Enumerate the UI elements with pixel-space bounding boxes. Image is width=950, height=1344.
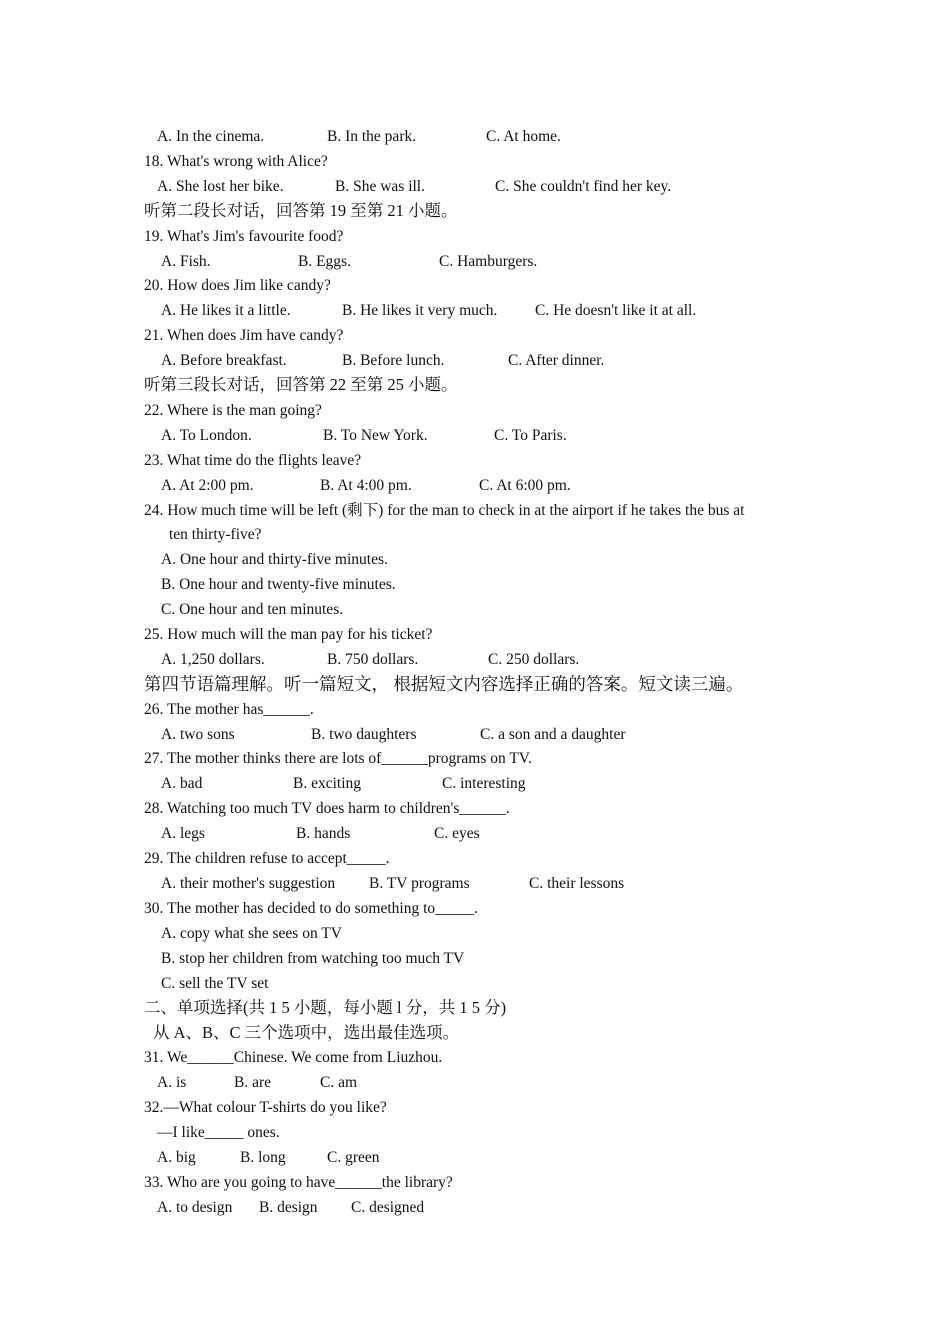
- q32-question-line1: 32.—What colour T-shirts do you like?: [144, 1099, 387, 1116]
- q24-option-c: C. One hour and ten minutes.: [161, 601, 344, 618]
- q20-option-b: B. He likes it very much.: [342, 302, 498, 319]
- q32-option-c: C. green: [327, 1149, 380, 1166]
- q30-option-b: B. stop her children from watching too much TV: [161, 950, 465, 967]
- q24-option-b: B. One hour and twenty-five minutes.: [161, 576, 396, 593]
- q28-option-c: C. eyes: [434, 825, 480, 842]
- q18-question: 18. What's wrong with Alice?: [144, 153, 328, 170]
- q27-option-c: C. interesting: [442, 775, 526, 792]
- q23-question: 23. What time do the flights leave?: [144, 452, 362, 469]
- q20-option-a: A. He likes it a little.: [161, 302, 291, 319]
- q25-option-c: C. 250 dollars.: [488, 651, 580, 668]
- q30-option-a: A. copy what she sees on TV: [161, 925, 342, 942]
- q19-option-a: A. Fish.: [161, 253, 211, 270]
- q21-question: 21. When does Jim have candy?: [144, 327, 344, 344]
- q18-option-c: C. She couldn't find her key.: [495, 178, 672, 195]
- q26-option-a: A. two sons: [161, 726, 235, 743]
- q23-option-a: A. At 2:00 pm.: [161, 477, 254, 494]
- q17-option-b: B. In the park.: [327, 128, 417, 145]
- q24-option-a: A. One hour and thirty-five minutes.: [161, 551, 388, 568]
- q29-option-a: A. their mother's suggestion: [161, 875, 336, 892]
- q29-option-c: C. their lessons: [529, 875, 625, 892]
- q28-option-a: A. legs: [161, 825, 205, 842]
- section-3-heading: 听第三段长对话，回答第 22 至第 25 小题。: [144, 375, 458, 394]
- q31-question: 31. We______Chinese. We come from Liuzhou.: [144, 1049, 443, 1066]
- q21-option-a: A. Before breakfast.: [161, 352, 287, 369]
- q26-option-b: B. two daughters: [311, 726, 417, 743]
- q22-option-c: C. To Paris.: [494, 427, 567, 444]
- q32-option-a: A. big: [157, 1149, 196, 1166]
- q30-option-c: C. sell the TV set: [161, 975, 269, 992]
- q25-option-a: A. 1,250 dollars.: [161, 651, 265, 668]
- q18-option-b: B. She was ill.: [335, 178, 425, 195]
- q23-option-c: C. At 6:00 pm.: [479, 477, 571, 494]
- q25-option-b: B. 750 dollars.: [327, 651, 419, 668]
- q29-option-b: B. TV programs: [369, 875, 470, 892]
- q24-question-line1: 24. How much time will be left (剩下) for the man to check in at the airport if he takes the bus at: [144, 502, 745, 519]
- q30-question: 30. The mother has decided to do something to_____.: [144, 900, 478, 917]
- part-2-title: 二、单项选择(共 1 5 小题，每小题 l 分，共 1 5 分): [144, 998, 507, 1017]
- q17-option-c: C. At home.: [486, 128, 561, 145]
- q18-option-a: A. She lost her bike.: [157, 178, 284, 195]
- q31-option-a: A. is: [157, 1074, 187, 1091]
- q32-question-line2: —I like_____ ones.: [157, 1124, 280, 1141]
- q31-option-c: C. am: [320, 1074, 358, 1091]
- q33-question: 33. Who are you going to have______the library?: [144, 1174, 453, 1191]
- q19-option-b: B. Eggs.: [298, 253, 351, 270]
- q22-option-b: B. To New York.: [323, 427, 428, 444]
- q22-question: 22. Where is the man going?: [144, 402, 322, 419]
- q20-option-c: C. He doesn't like it at all.: [535, 302, 697, 319]
- q21-option-c: C. After dinner.: [508, 352, 605, 369]
- q26-question: 26. The mother has______.: [144, 701, 314, 718]
- q29-question: 29. The children refuse to accept_____.: [144, 850, 390, 867]
- q28-question: 28. Watching too much TV does harm to children's______.: [144, 800, 510, 817]
- q21-option-b: B. Before lunch.: [342, 352, 445, 369]
- q33-option-c: C. designed: [351, 1199, 425, 1216]
- q31-option-b: B. are: [234, 1074, 272, 1091]
- q26-option-c: C. a son and a daughter: [480, 726, 626, 743]
- section-2-heading: 听第二段长对话，回答第 19 至第 21 小题。: [144, 201, 458, 220]
- q27-option-b: B. exciting: [293, 775, 362, 792]
- q32-option-b: B. long: [240, 1149, 286, 1166]
- q23-option-b: B. At 4:00 pm.: [320, 477, 412, 494]
- part-2-instructions: 从 A、B、C 三个选项中，选出最佳选项。: [153, 1023, 460, 1042]
- q20-question: 20. How does Jim like candy?: [144, 277, 331, 294]
- q33-option-b: B. design: [259, 1199, 318, 1216]
- q19-option-c: C. Hamburgers.: [439, 253, 538, 270]
- q27-question: 27. The mother thinks there are lots of______programs on TV.: [144, 750, 532, 767]
- q25-question: 25. How much will the man pay for his ticket?: [144, 626, 433, 643]
- q28-option-b: B. hands: [296, 825, 351, 842]
- q24-question-line2: ten thirty-five?: [169, 526, 262, 543]
- q19-question: 19. What's Jim's favourite food?: [144, 228, 344, 245]
- q22-option-a: A. To London.: [161, 427, 252, 444]
- q17-option-a: A. In the cinema.: [157, 128, 265, 145]
- q27-option-a: A. bad: [161, 775, 203, 792]
- q33-option-a: A. to design: [157, 1199, 233, 1216]
- section-4-heading: 第四节语篇理解。听一篇短文， 根据短文内容选择正确的答案。短文读三遍。: [144, 674, 744, 694]
